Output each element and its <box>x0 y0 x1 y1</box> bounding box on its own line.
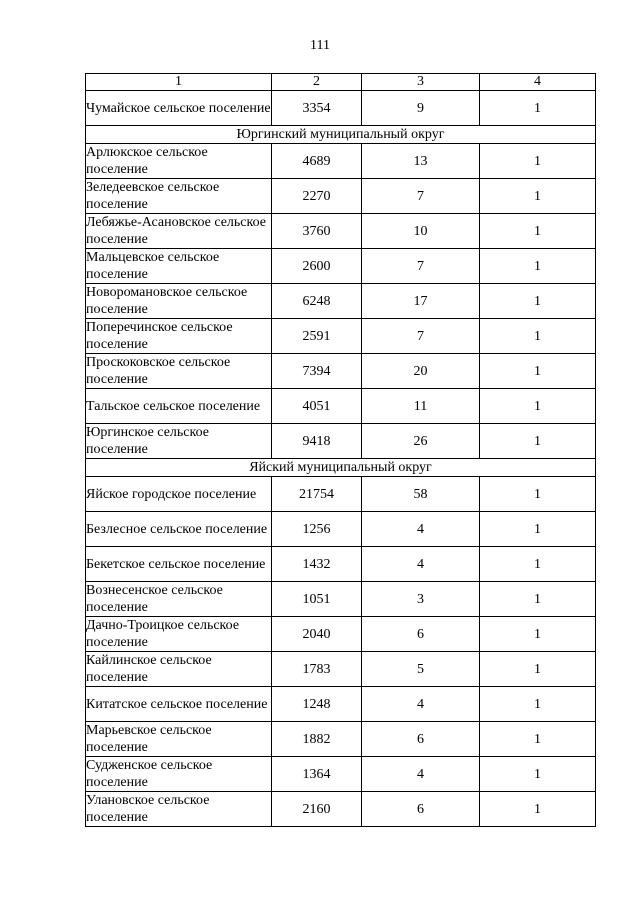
settlement-name-cell: Поперечинское сельское поселение <box>86 319 272 354</box>
column-4-value-cell: 1 <box>480 91 596 126</box>
column-3-value-cell: 11 <box>362 389 480 424</box>
population-cell: 2600 <box>272 249 362 284</box>
population-cell: 1882 <box>272 722 362 757</box>
settlement-name-cell: Проскоковское сельское поселение <box>86 354 272 389</box>
settlement-name-cell: Юргинское сельское поселение <box>86 424 272 459</box>
population-cell: 1432 <box>272 547 362 582</box>
section-title: Яйский муниципальный округ <box>86 459 596 477</box>
column-3-value-cell: 7 <box>362 319 480 354</box>
column-number-header-row <box>86 74 596 91</box>
population-cell: 9418 <box>272 424 362 459</box>
column-3-value-cell: 6 <box>362 792 480 827</box>
column-4-value-cell: 1 <box>480 722 596 757</box>
column-4-value-cell: 1 <box>480 477 596 512</box>
table-row <box>86 792 596 827</box>
population-cell: 1364 <box>272 757 362 792</box>
settlement-name-cell: Безлесное сельское поселение <box>86 512 272 547</box>
column-4-value-cell: 1 <box>480 144 596 179</box>
column-4-value-cell: 1 <box>480 792 596 827</box>
table-row <box>86 582 596 617</box>
settlement-name-cell: Бекетское сельское поселение <box>86 547 272 582</box>
table-row <box>86 722 596 757</box>
column-4-value-cell: 1 <box>480 652 596 687</box>
settlement-name-cell: Чумайское сельское поселение <box>86 91 272 126</box>
column-header-1: 1 <box>86 74 272 91</box>
population-cell: 21754 <box>272 477 362 512</box>
settlement-name-cell: Тальское сельское поселение <box>86 389 272 424</box>
column-3-value-cell: 3 <box>362 582 480 617</box>
column-4-value-cell: 1 <box>480 757 596 792</box>
population-cell: 2591 <box>272 319 362 354</box>
population-cell: 1256 <box>272 512 362 547</box>
column-4-value-cell: 1 <box>480 512 596 547</box>
column-4-value-cell: 1 <box>480 284 596 319</box>
table-row <box>86 249 596 284</box>
table-row <box>86 284 596 319</box>
settlement-name-cell: Яйское городское поселение <box>86 477 272 512</box>
table-row <box>86 389 596 424</box>
settlement-name-cell: Новоромановское сельское поселение <box>86 284 272 319</box>
table-row <box>86 687 596 722</box>
column-3-value-cell: 4 <box>362 687 480 722</box>
table-row <box>86 757 596 792</box>
column-3-value-cell: 7 <box>362 179 480 214</box>
population-cell: 6248 <box>272 284 362 319</box>
column-3-value-cell: 7 <box>362 249 480 284</box>
section-header-row <box>86 459 596 477</box>
population-cell: 1248 <box>272 687 362 722</box>
settlement-name-cell: Зеледеевское сельское поселение <box>86 179 272 214</box>
settlement-name-cell: Лебяжье-Асановское сельское поселение <box>86 214 272 249</box>
column-4-value-cell: 1 <box>480 547 596 582</box>
settlements-table <box>85 73 596 827</box>
population-cell: 3760 <box>272 214 362 249</box>
column-4-value-cell: 1 <box>480 582 596 617</box>
page-number: 111 <box>310 38 330 53</box>
population-cell: 1051 <box>272 582 362 617</box>
table-row <box>86 424 596 459</box>
column-4-value-cell: 1 <box>480 617 596 652</box>
settlement-name-cell: Дачно-Троицкое сельское поселение <box>86 617 272 652</box>
column-3-value-cell: 17 <box>362 284 480 319</box>
settlement-name-cell: Арлюкское сельское поселение <box>86 144 272 179</box>
settlement-name-cell: Кайлинское сельское поселение <box>86 652 272 687</box>
settlement-name-cell: Улановское сельское поселение <box>86 792 272 827</box>
column-4-value-cell: 1 <box>480 214 596 249</box>
table-row <box>86 354 596 389</box>
table-row <box>86 652 596 687</box>
column-4-value-cell: 1 <box>480 687 596 722</box>
column-4-value-cell: 1 <box>480 424 596 459</box>
column-3-value-cell: 20 <box>362 354 480 389</box>
settlement-name-cell: Марьевское сельское поселение <box>86 722 272 757</box>
column-3-value-cell: 58 <box>362 477 480 512</box>
column-3-value-cell: 5 <box>362 652 480 687</box>
table-row <box>86 547 596 582</box>
table-row <box>86 214 596 249</box>
table-row <box>86 512 596 547</box>
column-4-value-cell: 1 <box>480 249 596 284</box>
column-3-value-cell: 10 <box>362 214 480 249</box>
column-4-value-cell: 1 <box>480 389 596 424</box>
population-cell: 1783 <box>272 652 362 687</box>
population-cell: 7394 <box>272 354 362 389</box>
column-3-value-cell: 9 <box>362 91 480 126</box>
table-row <box>86 179 596 214</box>
settlement-name-cell: Вознесенское сельское поселение <box>86 582 272 617</box>
column-3-value-cell: 4 <box>362 757 480 792</box>
settlement-name-cell: Мальцевское сельское поселение <box>86 249 272 284</box>
section-title: Юргинский муниципальный округ <box>86 126 596 144</box>
settlement-name-cell: Судженское сельское поселение <box>86 757 272 792</box>
population-cell: 2040 <box>272 617 362 652</box>
settlement-name-cell: Китатское сельское поселение <box>86 687 272 722</box>
column-4-value-cell: 1 <box>480 354 596 389</box>
column-header-3: 3 <box>362 74 480 91</box>
section-header-row <box>86 126 596 144</box>
column-3-value-cell: 6 <box>362 617 480 652</box>
column-3-value-cell: 13 <box>362 144 480 179</box>
table-body <box>86 74 596 827</box>
column-header-4: 4 <box>480 74 596 91</box>
table-row <box>86 91 596 126</box>
column-3-value-cell: 26 <box>362 424 480 459</box>
population-cell: 2270 <box>272 179 362 214</box>
column-4-value-cell: 1 <box>480 179 596 214</box>
population-cell: 4689 <box>272 144 362 179</box>
population-cell: 3354 <box>272 91 362 126</box>
table-row <box>86 477 596 512</box>
column-3-value-cell: 4 <box>362 547 480 582</box>
table-row <box>86 617 596 652</box>
table-row <box>86 319 596 354</box>
population-cell: 4051 <box>272 389 362 424</box>
column-header-2: 2 <box>272 74 362 91</box>
column-3-value-cell: 6 <box>362 722 480 757</box>
population-cell: 2160 <box>272 792 362 827</box>
column-4-value-cell: 1 <box>480 319 596 354</box>
column-3-value-cell: 4 <box>362 512 480 547</box>
table-row <box>86 144 596 179</box>
